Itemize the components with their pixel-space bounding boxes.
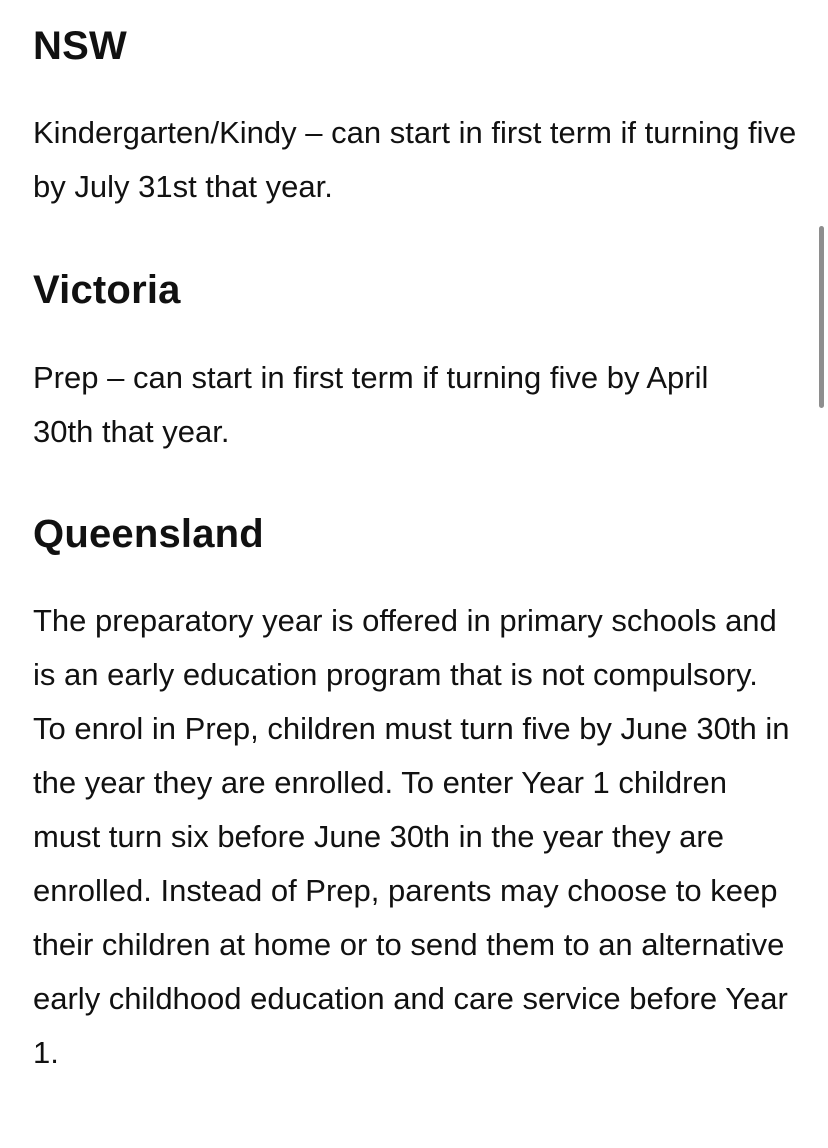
section-heading-queensland: Queensland bbox=[33, 512, 264, 556]
vertical-scrollbar[interactable] bbox=[819, 226, 824, 408]
section-body-queensland: The preparatory year is offered in primary schools and is an early education program that is not compulsory. To enrol in Prep, children must turn five by June 30th in the year they are enrolled. To enter Year 1 children must turn six before June 30th in the year they are enrolled. Instead of Prep, parents may choose to keep their children at home or to send them to an alternative early childhood education and care service before Year 1. bbox=[33, 603, 790, 1070]
section-body-victoria: Prep – can start in first term if turning five by April 30th that year. bbox=[33, 360, 709, 449]
section-heading-nsw: NSW bbox=[33, 24, 127, 68]
section-heading-victoria: Victoria bbox=[33, 268, 181, 312]
section-body-nsw: Kindergarten/Kindy – can start in first term if turning five by July 31st that year. bbox=[33, 115, 797, 204]
